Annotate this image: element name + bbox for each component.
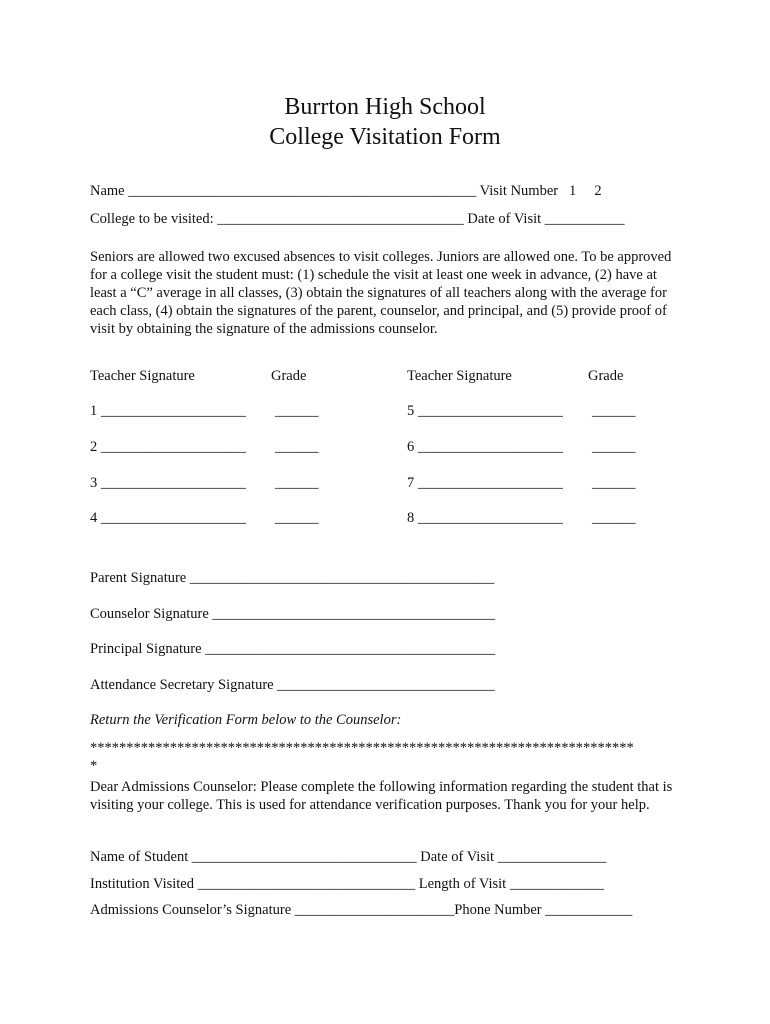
grade-3[interactable]: ______ bbox=[275, 475, 319, 491]
teacher-signature-3[interactable]: 3 ____________________ bbox=[90, 475, 246, 491]
teacher-signature-7[interactable]: 7 ____________________ bbox=[407, 475, 563, 491]
teacher-signature-2[interactable]: 2 ____________________ bbox=[90, 439, 246, 455]
school-title: Burrton High School bbox=[284, 94, 486, 120]
teacher-signature-8[interactable]: 8 ____________________ bbox=[407, 510, 563, 526]
teacher-signature-header-right: Teacher Signature bbox=[407, 368, 512, 384]
principal-signature-line[interactable]: Principal Signature ________________________________________ bbox=[90, 641, 496, 657]
grade-8[interactable]: ______ bbox=[592, 510, 636, 526]
admissions-letter: Dear Admissions Counselor: Please complete the following information regarding the student that is visiting your college. This is used for attendance verification purposes. Thank you for your help. bbox=[90, 779, 673, 813]
teacher-signature-header-left: Teacher Signature bbox=[90, 368, 195, 384]
grade-6[interactable]: ______ bbox=[592, 439, 636, 455]
admissions-signature-phone-line[interactable]: Admissions Counselor’s Signature ______________________Phone Number ____________ bbox=[90, 902, 633, 918]
grade-header-left: Grade bbox=[271, 368, 307, 384]
attendance-secretary-signature-line[interactable]: Attendance Secretary Signature ______________________________ bbox=[90, 677, 495, 693]
teacher-signature-5[interactable]: 5 ____________________ bbox=[407, 403, 563, 419]
teacher-signature-1[interactable]: 1 ____________________ bbox=[90, 403, 246, 419]
college-date-line[interactable]: College to be visited: __________________________________ Date of Visit ___________ bbox=[90, 211, 625, 227]
grade-4[interactable]: ______ bbox=[275, 510, 319, 526]
teacher-signature-4[interactable]: 4 ____________________ bbox=[90, 510, 246, 526]
return-instruction: Return the Verification Form below to the Counselor: bbox=[90, 712, 402, 728]
grade-7[interactable]: ______ bbox=[592, 475, 636, 491]
grade-5[interactable]: ______ bbox=[592, 403, 636, 419]
form-title: College Visitation Form bbox=[269, 124, 501, 150]
separator-stars: *************************************************************************** bbox=[90, 740, 634, 756]
teacher-signature-6[interactable]: 6 ____________________ bbox=[407, 439, 563, 455]
parent-signature-line[interactable]: Parent Signature __________________________________________ bbox=[90, 570, 495, 586]
separator-stars-trail: * bbox=[90, 758, 98, 774]
grade-1[interactable]: ______ bbox=[275, 403, 319, 419]
institution-length-line[interactable]: Institution Visited ______________________________ Length of Visit _____________ bbox=[90, 876, 605, 892]
instructions-paragraph: Seniors are allowed two excused absences to visit colleges. Juniors are allowed one. To be approved for a college visit the student must: (1) schedule the visit at least one week in advance, (2) have at least a “C” average in all classes, (3) obtain the signatures of all teachers along with the average for each class, (4) obtain the signatures of the parent, counselor, and principal, and (5) provide proof of visit by obtaining the signature of the admissions counselor. bbox=[90, 249, 672, 337]
grade-2[interactable]: ______ bbox=[275, 439, 319, 455]
counselor-signature-line[interactable]: Counselor Signature _______________________________________ bbox=[90, 606, 496, 622]
student-name-date-line[interactable]: Name of Student _______________________________ Date of Visit _______________ bbox=[90, 849, 607, 865]
name-visit-number-line[interactable]: Name ________________________________________________ Visit Number 1 2 bbox=[90, 183, 602, 199]
grade-header-right: Grade bbox=[588, 368, 624, 384]
